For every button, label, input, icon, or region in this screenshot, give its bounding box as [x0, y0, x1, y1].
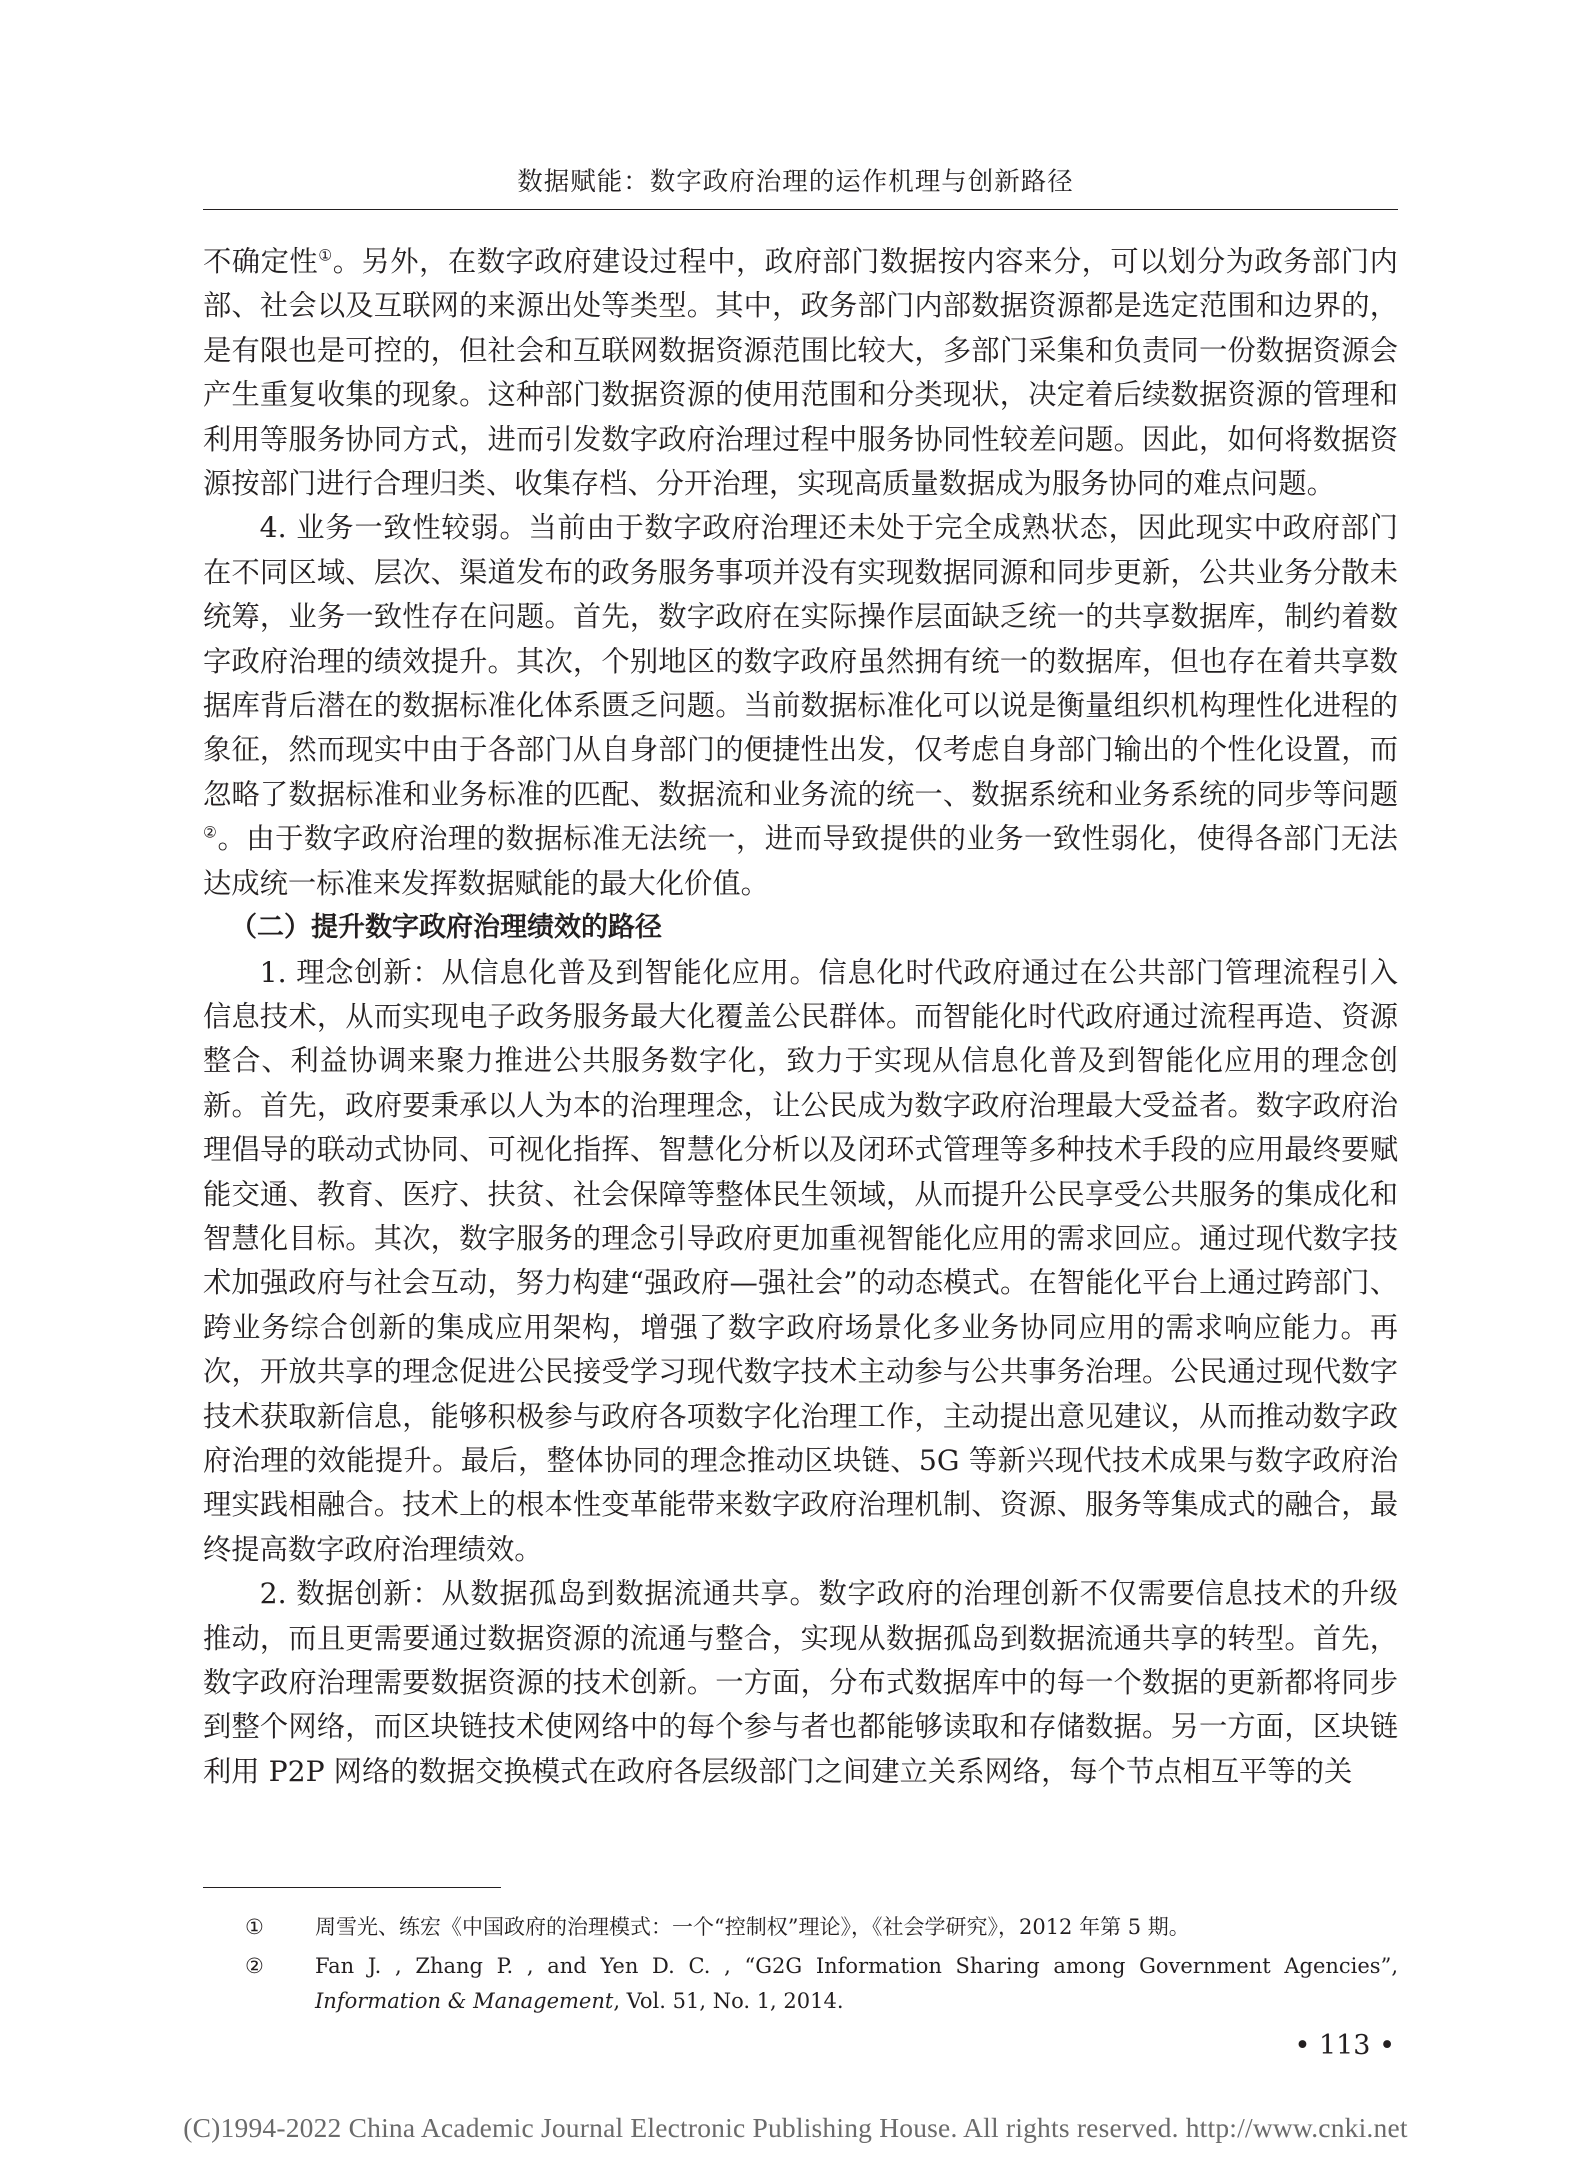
paragraph-2 [203, 506, 1398, 906]
paragraph-text: 不确定性 [203, 245, 319, 278]
paragraph-4 [203, 1572, 1398, 1794]
section-heading: （二）提升数字政府治理绩效的路径 [230, 912, 662, 944]
paragraph-1 [203, 240, 1398, 506]
footnote-ref-2[interactable]: ② [203, 823, 218, 842]
journal-title: Information & Management [315, 1989, 614, 2013]
running-head: 数据赋能：数字政府治理的运作机理与创新路径 [517, 167, 1074, 197]
header-rule [203, 209, 1398, 210]
footnote-2 [203, 1949, 1398, 2019]
footnote-1 [203, 1910, 1398, 1945]
footnote-mark: ② [245, 1954, 264, 1978]
paragraph-text: 1. 理念创新：从信息化普及到智能化应用。信息化时代政府通过在公共部门管理流程引入信息技术，从而实现电子政务服务最大化覆盖公民群体。而智能化时代政府通过流程再造、资源整合、利益协调来聚力推进公共服务数字化，致力于实现从信息化普及到智能化应用的理念创新。首先，政府要秉承以人为本的治理理念，让公民成为数字政府治理最大受益者。数字政府治理倡导的联动式协同、可视化指挥、智慧化分析以及闭环式管理等多种技术手段的应用最终要赋能交通、教育、医疗、扶贫、社会保障等整体民生领域，从而提升公民享受公共服务的集成化和智慧化目标。其次，数字服务的理念引导政府更加重视智能化应用的需求回应。通过现代数字技术加强政府与社会互动，努力构建“强政府—强社会”的动态模式。在智能化平台上通过跨部门、跨业务综合创新的集成应用架构，增强了数字政府场景化多业务协同应用的需求响应能力。再次，开放共享的理念促进公民接受学习现代数字技术主动参与公共事务治理。公民通过现代数字技术获取新信息，能够积极参与政府各项数字化治理工作，主动提出意见建议，从而推动数字政府治理的效能提升。最后，整体协同的理念推动区块链、5G 等新兴现代技术成果与数字政府治理实践相融合。技术上的根本性变革能带来数字政府治理机制、资源、服务等集成式的融合，最终提高数字政府治理绩效。 [203, 955, 1398, 1566]
paragraph-text: 2. 数据创新：从数据孤岛到数据流通共享。数字政府的治理创新不仅需要信息技术的升级推动，而且更需要通过数据资源的流通与整合，实现从数据孤岛到数据流通共享的转型。首先，数字政府治理需要数据资源的技术创新。一方面，分布式数据库中的每一个数据的更新都将同步到整个网络，而区块链技术使网络中的每个参与者也都能够读取和存储数据。另一方面，区块链利用 P2P 网络的数据交换模式在政府各层级部门之间建立关系网络，每个节点相互平等的关 [203, 1577, 1398, 1788]
footnotes [203, 1910, 1398, 2023]
paragraph-text: 。由于数字政府治理的数据标准无法统一，进而导致提供的业务一致性弱化，使得各部门无法达成统一标准来发挥数据赋能的最大化价值。 [203, 822, 1398, 900]
footnote-ref-1[interactable]: ① [318, 246, 333, 265]
footnote-rule [203, 1887, 501, 1888]
paragraph-3 [203, 951, 1398, 1573]
paragraph-text: 4. 业务一致性较弱。当前由于数字政府治理还未处于完全成熟状态，因此现实中政府部门在不同区域、层次、渠道发布的政务服务事项并没有实现数据同源和同步更新，公共业务分散未统筹，业务一致性存在问题。首先，数字政府在实际操作层面缺乏统一的共享数据库，制约着数字政府治理的绩效提升。其次，个别地区的数字政府虽然拥有统一的数据库，但也存在着共享数据库背后潜在的数据标准化体系匮乏问题。当前数据标准化可以说是衡量组织机构理性化进程的象征，然而现实中由于各部门从自身部门的便捷性出发，仅考虑自身部门输出的个性化设置，而忽略了数据标准和业务标准的匹配、数据流和业务流的统一、数据系统和业务系统的同步等问题 [203, 511, 1398, 811]
copyright-notice: (C)1994-2022 China Academic Journal Electronic Publishing House. All rights reserved. http://www.cnki.net [183, 2112, 1408, 2143]
footnote-text: 周雪光、练宏《中国政府的治理模式：一个“控制权”理论》，《社会学研究》，2012 年第 5 期。 [315, 1915, 1190, 1939]
footnote-text: Fan J. , Zhang P. , and Yen D. C. , “G2G Information Sharing among Government Agencies”, Information & Management, Vol. 51, No. 1, 2014. [315, 1954, 1398, 2013]
paragraph-text: 。另外，在数字政府建设过程中，政府部门数据按内容来分，可以划分为政务部门内部、社会以及互联网的来源出处等类型。其中，政务部门内部数据资源都是选定范围和边界的，是有限也是可控的，但社会和互联网数据资源范围比较大，多部门采集和负责同一份数据资源会产生重复收集的现象。这种部门数据资源的使用范围和分类现状，决定着后续数据资源的管理和利用等服务协同方式，进而引发数字政府治理过程中服务协同性较差问题。因此，如何将数据资源按部门进行合理归类、收集存档、分开治理，实现高质量数据成为服务协同的难点问题。 [203, 245, 1398, 501]
page-number: • 113 • [1294, 2030, 1395, 2061]
footnote-mark: ① [245, 1915, 264, 1939]
article-body [203, 240, 1398, 1794]
